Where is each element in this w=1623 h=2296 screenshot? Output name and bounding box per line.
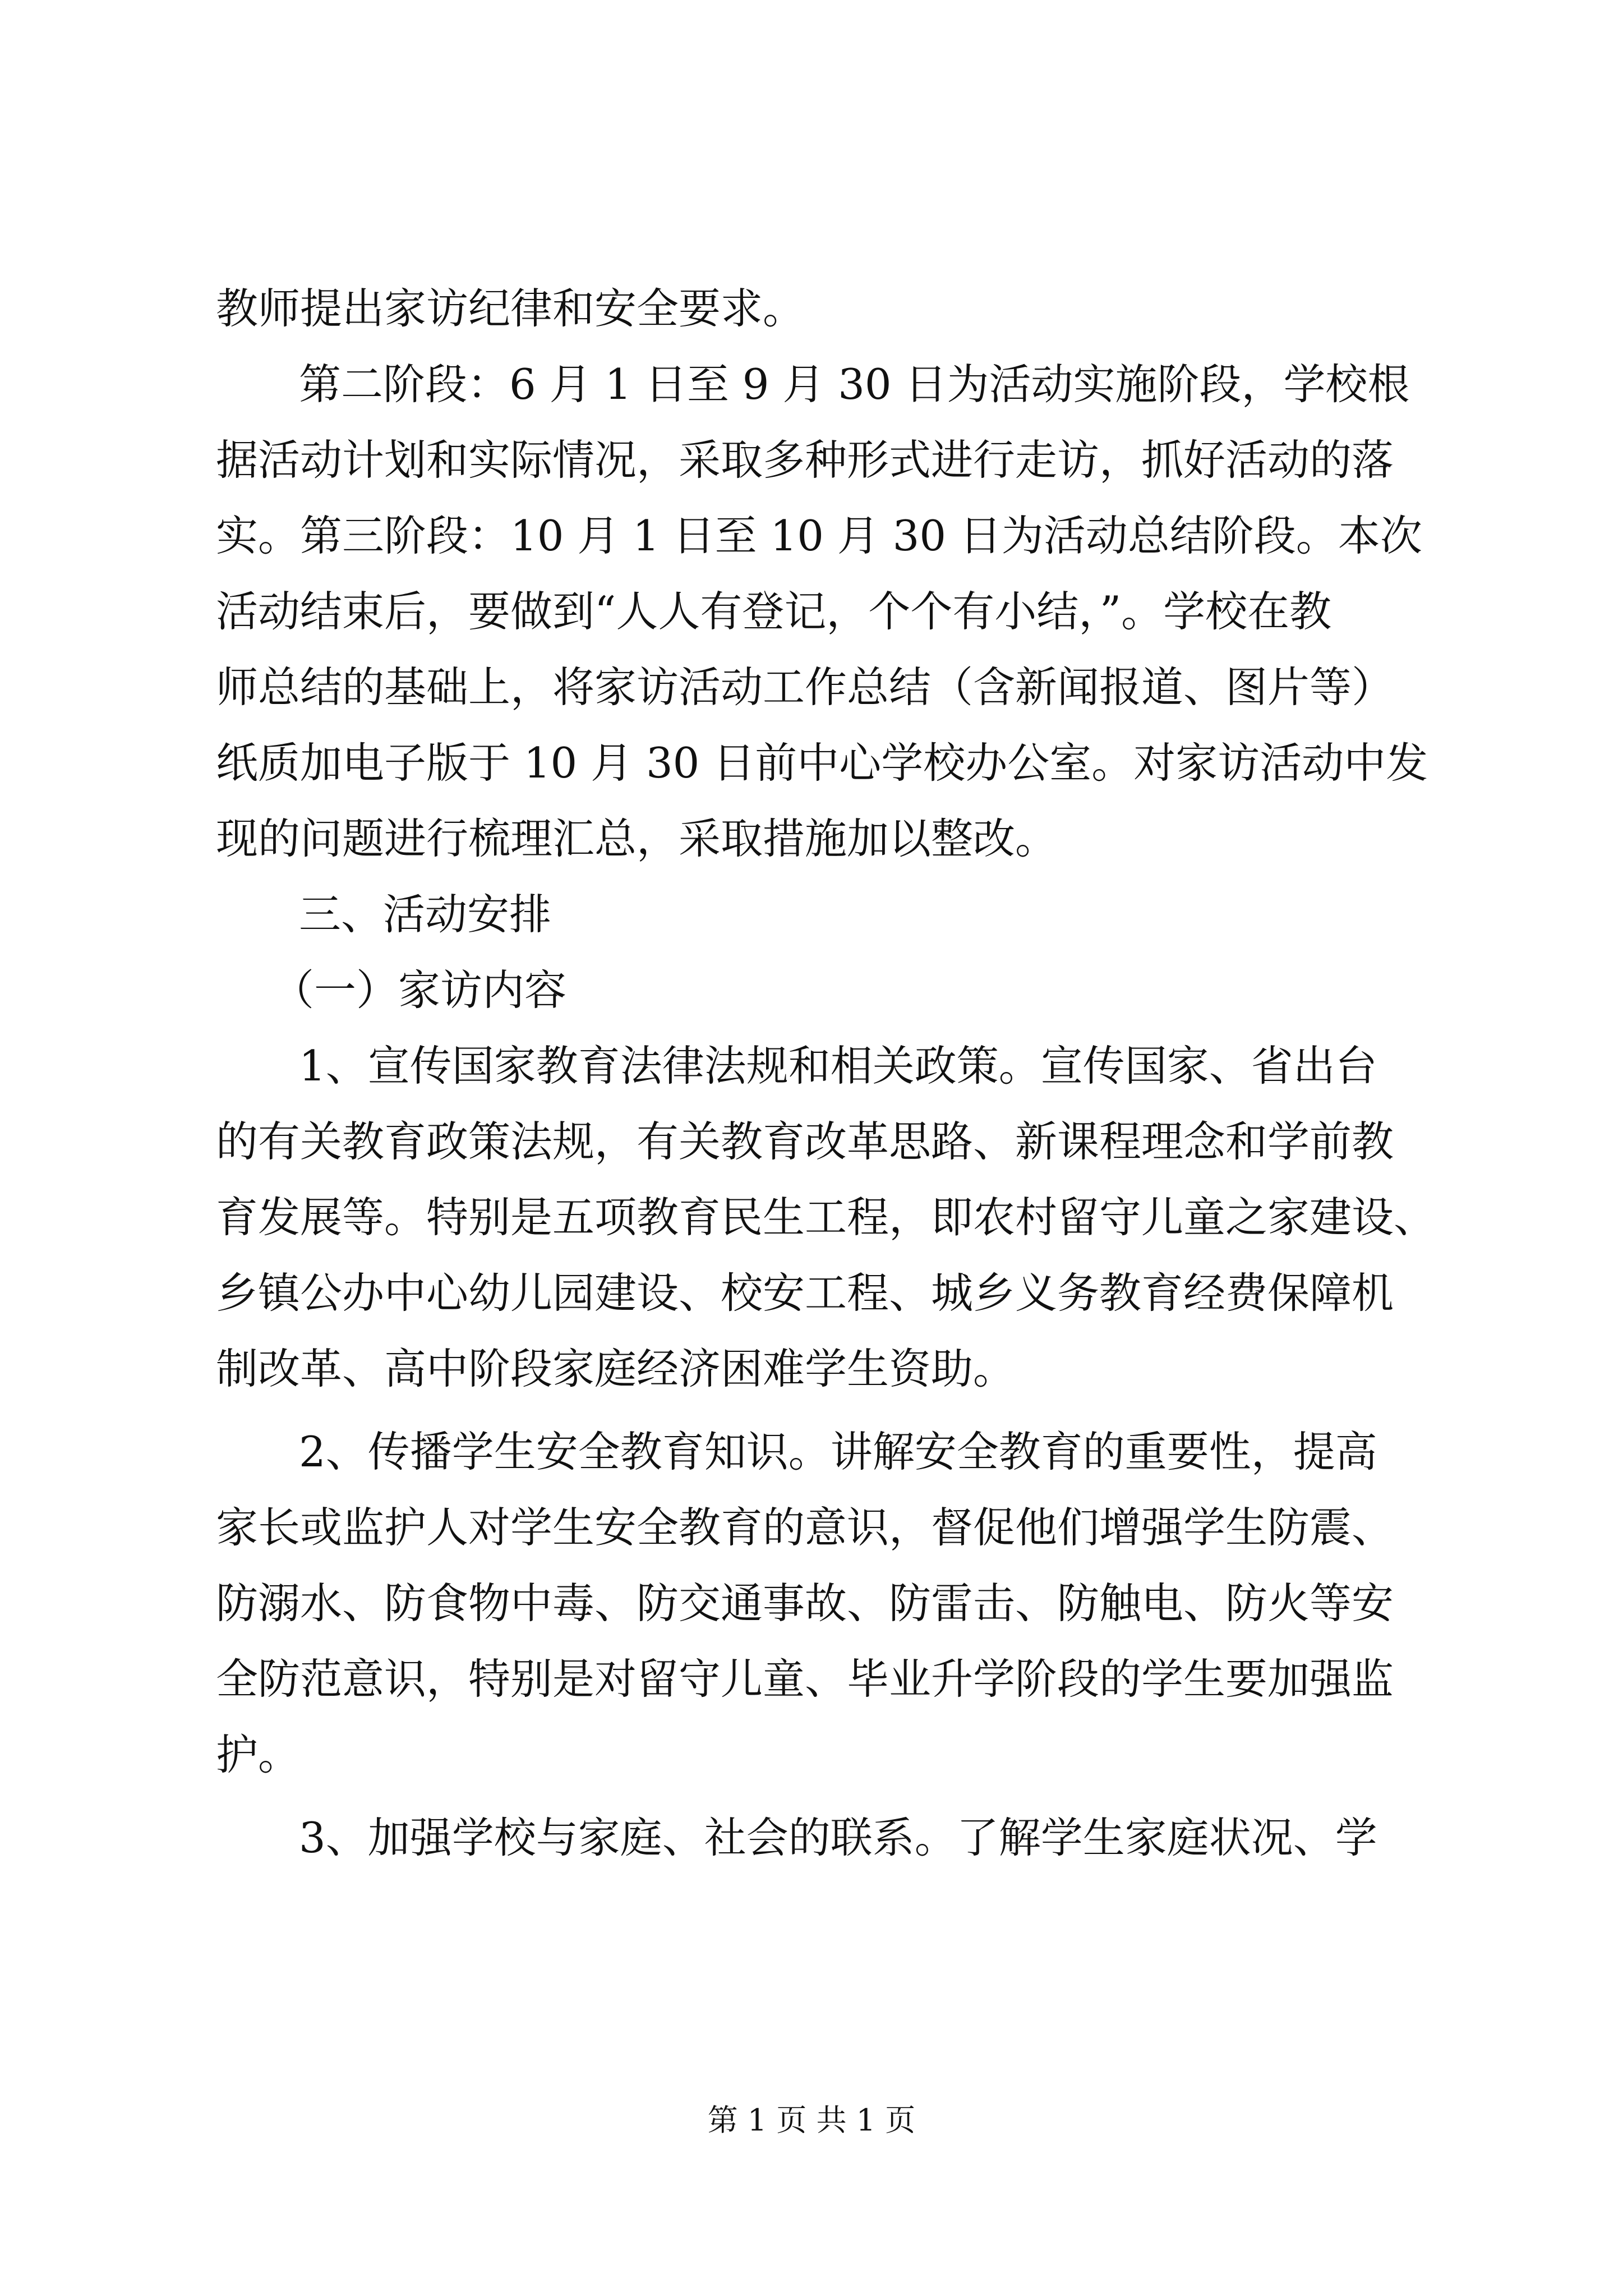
text-line: 师总结的基础上，将家访活动工作总结（含新闻报道、图片等） <box>216 662 1394 712</box>
text-line: 现的问题进行梳理汇总，采取措施加以整改。 <box>216 814 1058 863</box>
page-footer: 第 1 页 共 1 页 <box>707 2102 916 2138</box>
text-line: 纸质加电子版于 10 月 30 日前中心学校办公室。对家访活动中发 <box>216 738 1428 788</box>
text-line: 实。第三阶段：10 月 1 日至 10 月 30 日为活动总结阶段。本次 <box>216 511 1422 560</box>
text-line: 育发展等。特别是五项教育民生工程，即农村留守儿童之家建设、 <box>216 1193 1436 1242</box>
text-line: 护。 <box>216 1730 301 1779</box>
section-heading: 三、活动安排 <box>299 890 552 939</box>
paragraph-gap <box>216 1793 1427 1800</box>
text-line: 的有关教育政策法规，有关教育改革思路、新课程理念和学前教 <box>216 1117 1394 1166</box>
paragraph-gap <box>216 1407 1427 1414</box>
document-body <box>216 271 1436 1876</box>
paragraph-start-line: 3、加强学校与家庭、社会的联系。了解学生家庭状况、学 <box>299 1813 1377 1862</box>
text-line: 制改革、高中阶段家庭经济困难学生资助。 <box>216 1344 1016 1393</box>
text-line: 家长或监护人对学生安全教育的意识，督促他们增强学生防震、 <box>216 1503 1394 1552</box>
paragraph-start-line: 1、宣传国家教育法律法规和相关政策。宣传国家、省出台 <box>299 1041 1377 1091</box>
text-line: 全防范意识，特别是对留守儿童、毕业升学阶段的学生要加强监 <box>216 1654 1394 1704</box>
text-line: 乡镇公办中心幼儿园建设、校安工程、城乡义务教育经费保障机 <box>216 1268 1394 1318</box>
text-line: 防溺水、防食物中毒、防交通事故、防雷击、防触电、防火等安 <box>216 1579 1394 1628</box>
paragraph-start-line: 第二阶段：6 月 1 日至 9 月 30 日为活动实施阶段，学校根 <box>299 360 1410 409</box>
text-line: 据活动计划和实际情况，采取多种形式进行走访，抓好活动的落 <box>216 435 1394 485</box>
paragraph-start-line: 2、传播学生安全教育知识。讲解安全教育的重要性，提高 <box>299 1427 1377 1476</box>
text-line: 教师提出家访纪律和安全要求。 <box>216 284 805 333</box>
text-line: 活动结束后，要做到“人人有登记，个个有小结，”。学校在教 <box>216 587 1332 636</box>
subsection-heading: （一）家访内容 <box>272 965 567 1015</box>
